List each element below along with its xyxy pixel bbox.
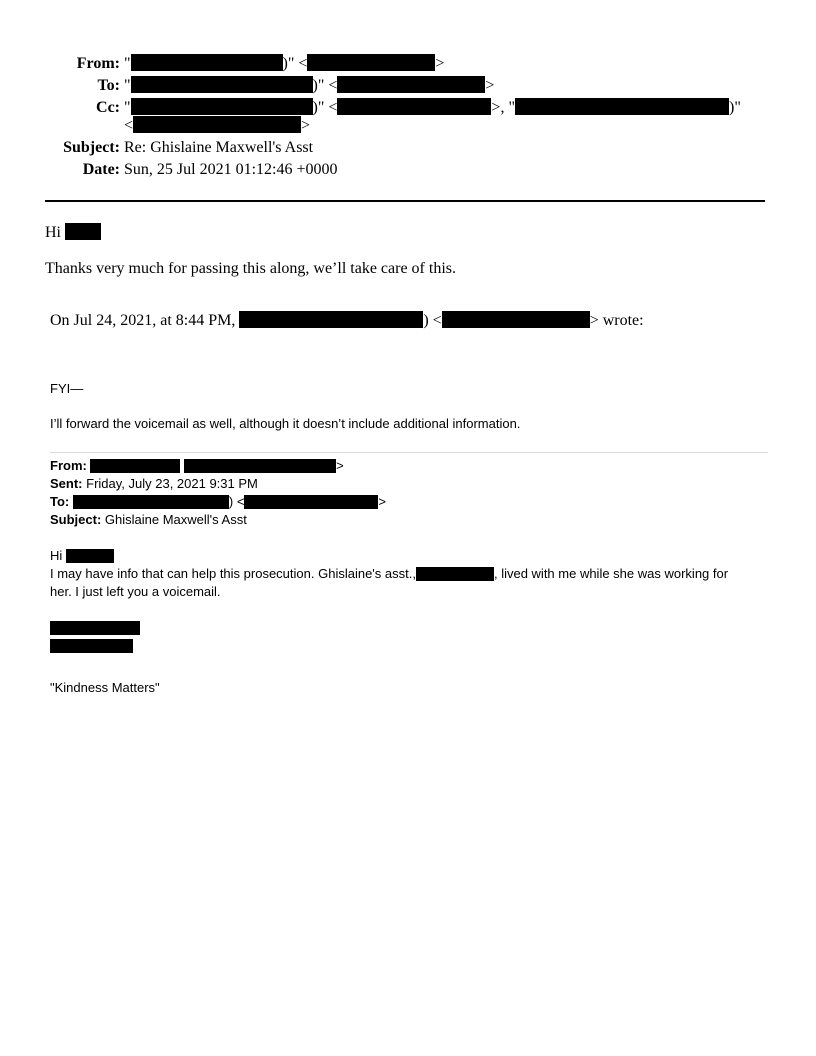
redacted-signature-line1 [50,621,140,635]
original-body-line1: I may have info that can help this prosecution. Ghislaine's asst., , lived with me while she was working for [50,566,729,581]
redaction-block [337,76,485,93]
redaction-block [131,98,313,115]
reply-greeting: Hi [45,223,101,243]
redaction-block [131,76,313,93]
to-value: " )" < > [124,77,495,94]
subject-value: Re: Ghislaine Maxwell's Asst [124,139,314,156]
header-divider [45,200,765,202]
date-label: Date: [82,161,120,178]
redaction-block [337,98,491,115]
quoted-divider [50,452,768,453]
redaction-block [90,459,180,473]
redaction-block [184,459,336,473]
redaction-block [307,54,435,71]
original-from: From: > [50,458,344,473]
forward-note-line: I’ll forward the voicemail as well, although it doesn’t include additional information. [50,416,521,431]
cc-value: " )" < >, " )" [124,99,741,116]
redaction-block [133,116,301,133]
redaction-block [65,223,101,240]
original-to: To: ) < > [50,494,387,509]
from-label: From: [76,55,120,72]
original-body-line2: her. I just left you a voicemail. [50,584,221,599]
redaction-block [244,495,378,509]
redacted-signature-line2 [50,639,133,653]
redaction-block [239,311,423,328]
subject-label: Subject: [63,139,120,156]
date-value: Sun, 25 Jul 2021 01:12:46 +0000 [124,161,338,178]
redaction-block [515,98,729,115]
redaction-block [416,567,494,581]
signature-tagline: "Kindness Matters" [50,680,160,695]
reply-body: Thanks very much for passing this along, we’ll take care of this. [45,260,456,277]
from-value: " )" < > [124,55,445,72]
redaction-block [131,54,283,71]
cc-label: Cc: [96,99,120,116]
original-greeting: Hi [50,547,114,565]
to-label: To: [97,77,120,94]
fyi-line: FYI— [50,381,84,396]
quoted-attribution: On Jul 24, 2021, at 8:44 PM, ) < > wrote: [50,312,644,329]
original-subject: Subject: Ghislaine Maxwell's Asst [50,512,247,527]
redaction-block [442,311,590,328]
cc-value-continued: < > [124,117,311,134]
original-sent: Sent: Friday, July 23, 2021 9:31 PM [50,476,258,491]
redaction-block [66,549,114,563]
redaction-block [73,495,229,509]
